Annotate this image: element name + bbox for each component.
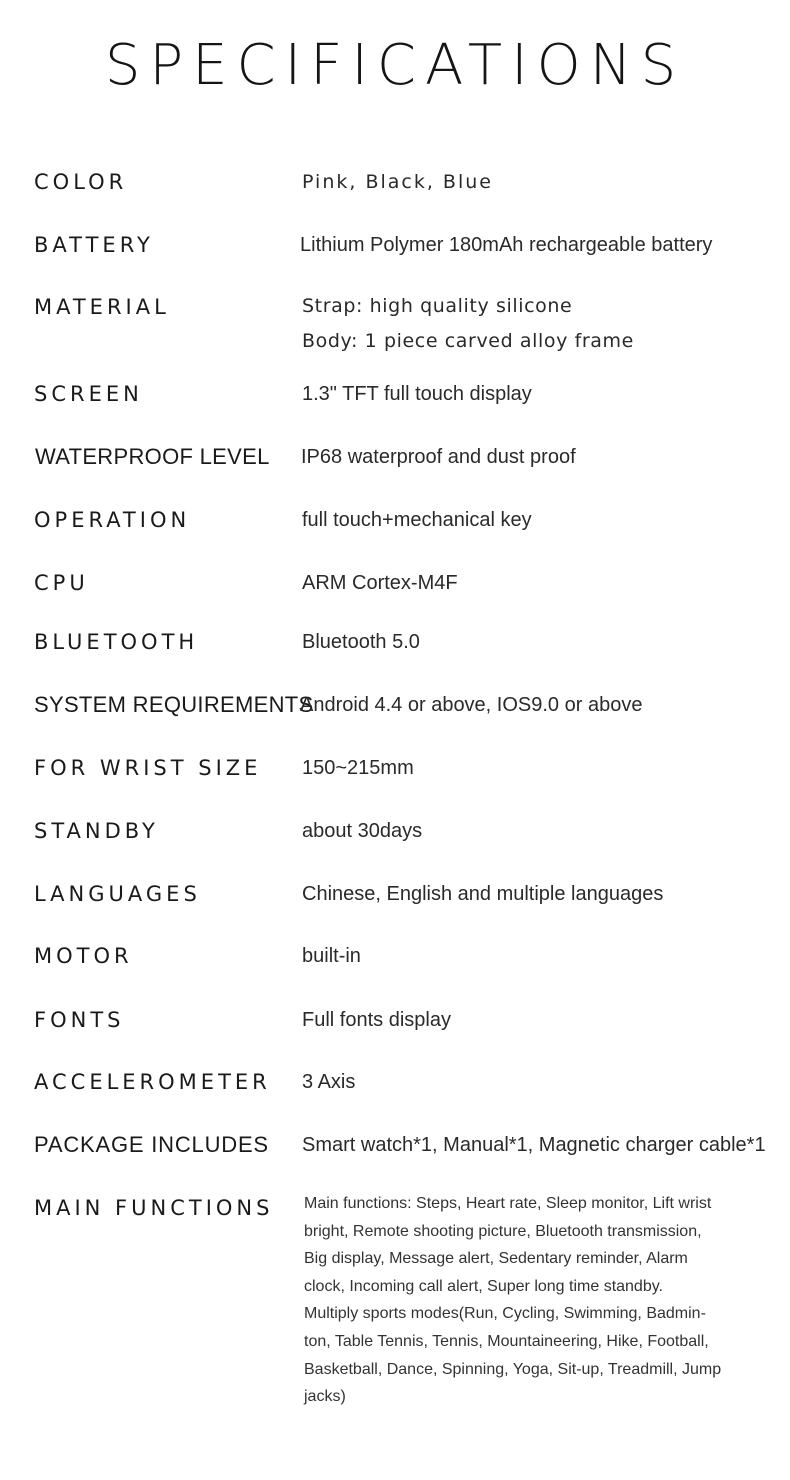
spec-value-line: jacks) bbox=[304, 1388, 346, 1406]
spec-value: IP68 waterproof and dust proof bbox=[301, 446, 576, 468]
spec-label: FOR WRIST SIZE bbox=[34, 756, 262, 780]
spec-label: COLOR bbox=[34, 170, 128, 194]
spec-value: Android 4.4 or above, IOS9.0 or above bbox=[300, 694, 643, 716]
spec-value: 1.3" TFT full touch display bbox=[302, 383, 532, 405]
spec-label: OPERATION bbox=[34, 508, 191, 532]
spec-value-line: Big display, Message alert, Sedentary reminder, Alarm bbox=[304, 1250, 688, 1268]
page-title: SPECIFICATIONS bbox=[104, 33, 686, 98]
spec-label: BLUETOOTH bbox=[34, 630, 199, 654]
spec-value: Chinese, English and multiple languages bbox=[302, 883, 664, 905]
spec-value-line: Basketball, Dance, Spinning, Yoga, Sit-up, Treadmill, Jump bbox=[304, 1360, 722, 1378]
spec-value: built-in bbox=[302, 945, 361, 967]
spec-value-line: clock, Incoming call alert, Super long time standby. bbox=[304, 1277, 663, 1295]
spec-label: MAIN FUNCTIONS bbox=[34, 1196, 274, 1220]
spec-value-line: Body: 1 piece carved alloy frame bbox=[302, 330, 634, 352]
spec-value: ARM Cortex-M4F bbox=[302, 572, 458, 594]
spec-label: FONTS bbox=[34, 1008, 125, 1032]
spec-label: SCREEN bbox=[34, 382, 143, 406]
spec-label: SYSTEM REQUIREMENTS bbox=[34, 692, 314, 717]
spec-value: Smart watch*1, Manual*1, Magnetic charger cable*1 bbox=[302, 1134, 766, 1156]
spec-label: CPU bbox=[34, 571, 89, 595]
spec-value: Lithium Polymer 180mAh rechargeable battery bbox=[300, 234, 713, 256]
spec-label: MATERIAL bbox=[34, 295, 170, 319]
spec-label: WATERPROOF LEVEL bbox=[35, 444, 270, 469]
spec-value bbox=[304, 1190, 724, 1411]
spec-label: PACKAGE INCLUDES bbox=[34, 1132, 269, 1157]
spec-value: about 30days bbox=[302, 820, 423, 842]
spec-value-line: bright, Remote shooting picture, Bluetooth transmission, bbox=[304, 1222, 702, 1240]
spec-value-line: ton, Table Tennis, Tennis, Mountaineering, Hike, Football, bbox=[304, 1332, 709, 1350]
spec-value: 150~215mm bbox=[302, 757, 414, 779]
spec-label: MOTOR bbox=[34, 944, 133, 968]
spec-label: LANGUAGES bbox=[34, 882, 201, 906]
spec-value: Bluetooth 5.0 bbox=[302, 631, 420, 653]
spec-value: full touch+mechanical key bbox=[302, 509, 532, 531]
spec-value-line: Main functions: Steps, Heart rate, Sleep monitor, Lift wrist bbox=[304, 1195, 712, 1212]
spec-value: Full fonts display bbox=[302, 1009, 451, 1031]
spec-value: 3 Axis bbox=[302, 1071, 356, 1093]
spec-label: BATTERY bbox=[34, 233, 154, 257]
spec-value bbox=[302, 289, 634, 359]
spec-label: ACCELEROMETER bbox=[34, 1070, 271, 1094]
spec-label: STANDBY bbox=[34, 819, 159, 843]
spec-value: Pink, Black, Blue bbox=[302, 171, 493, 193]
spec-value-line: Multiply sports modes(Run, Cycling, Swimming, Badmin- bbox=[304, 1305, 706, 1323]
spec-value-line: Strap: high quality silicone bbox=[302, 295, 573, 317]
